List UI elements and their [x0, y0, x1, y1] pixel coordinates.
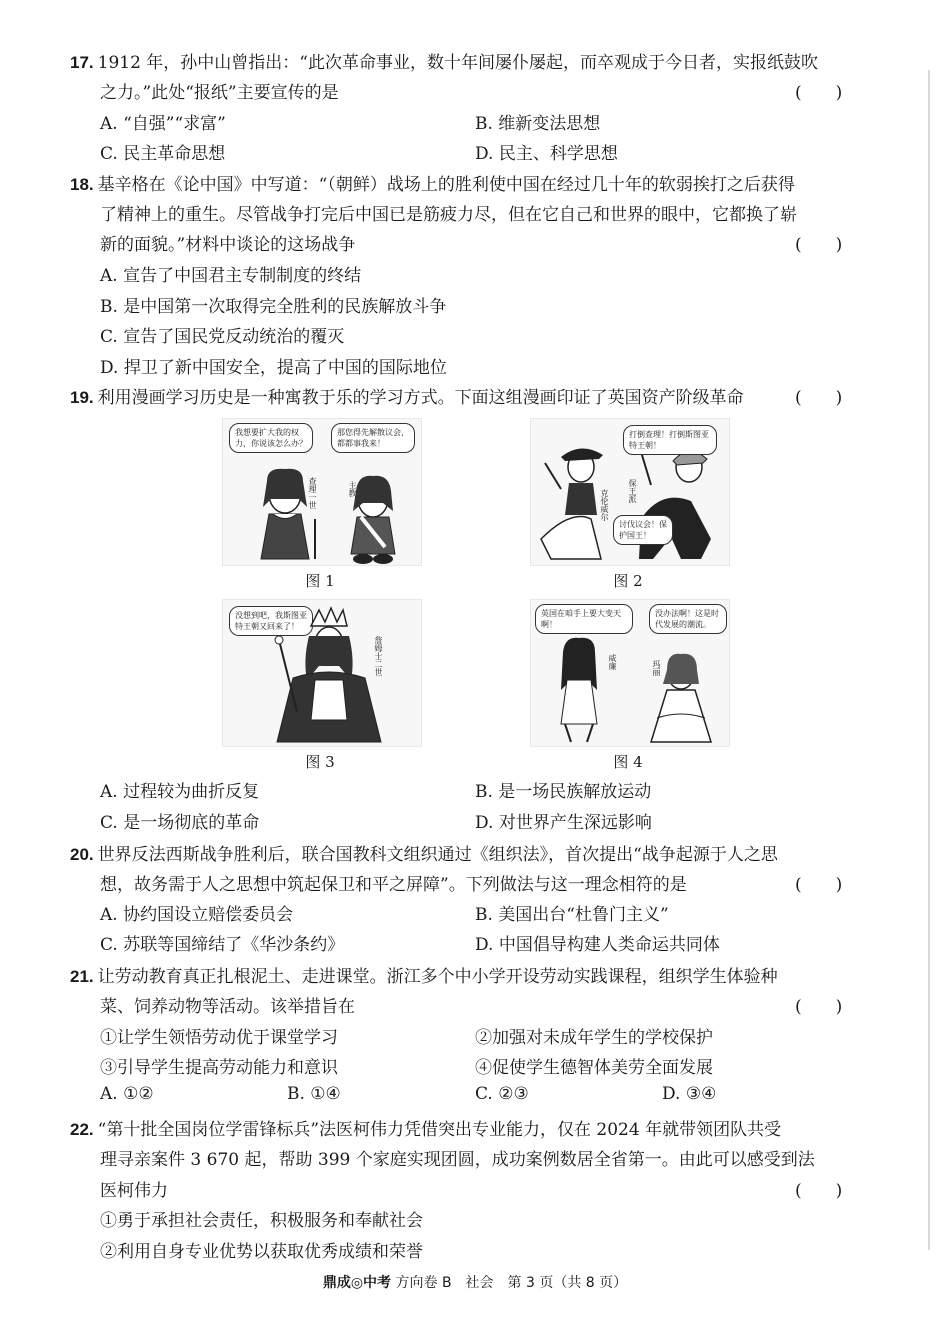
fig3-speech-bubble-1: 没想到吧，我斯图亚特王朝又回来了！	[229, 606, 313, 636]
q17-answer-paren: ( )	[795, 83, 843, 103]
fig4-label-mary: 玛丽	[652, 660, 661, 676]
q17-line-1: 17. 1912 年，孙中山曾指出：“此次革命事业，数十年间屡仆屡起，而卒观成于今日者，实报纸鼓吹	[70, 53, 818, 73]
fig4-speech-bubble-1: 英国在咱手上要大变天啊！	[535, 604, 633, 634]
fig2-speech-bubble-1: 打倒查理！打倒斯图亚特王朝！	[623, 425, 717, 455]
fig2-label-cromwell: 克伦威尔	[600, 489, 609, 521]
q21-option-c: C. ②③	[475, 1084, 529, 1104]
q21-statement-3: ③引导学生提高劳动能力和意识	[100, 1058, 338, 1078]
q21-line-2: 菜、饲养动物等活动。该举措旨在	[100, 997, 355, 1017]
q22-statement-1: ①勇于承担社会责任，积极服务和奉献社会	[100, 1211, 423, 1231]
q18-line-3: 新的面貌。”材料中谈论的这场战争	[100, 235, 356, 255]
comic-figure-1	[222, 418, 422, 566]
q17-option-a: A. “自强”“求富”	[100, 114, 226, 134]
fig3-king-illustration	[223, 600, 421, 746]
fig4-speech-bubble-2: 没办法啊！这是时代发展的潮流。	[649, 604, 727, 634]
q22-line-2: 理寻亲案件 3 670 起，帮助 399 个家庭实现团圆，成功案例数居全省第一。由此可以感受到法	[100, 1150, 815, 1170]
q19-option-a: A. 过程较为曲折反复	[100, 782, 260, 802]
q17-option-d: D. 民主、科学思想	[475, 144, 618, 164]
comic-figure-4	[530, 599, 730, 747]
fig4-caption: 图 4	[613, 753, 643, 771]
q21-option-b: B. ①④	[287, 1084, 341, 1104]
fig1-label-bishop: 主教	[348, 481, 357, 497]
fig2-label-royalists: 保王派	[628, 479, 637, 503]
q20-option-a: A. 协约国设立赔偿委员会	[100, 905, 294, 925]
q21-statement-1: ①让学生领悟劳动优于课堂学习	[100, 1028, 338, 1048]
q17-number: 17.	[70, 53, 94, 72]
q20-option-b: B. 美国出台“杜鲁门主义”	[475, 905, 669, 925]
q22-statement-2: ②利用自身专业优势以获取优秀成绩和荣誉	[100, 1242, 423, 1262]
q21-statement-2: ②加强对未成年学生的学校保护	[475, 1028, 713, 1048]
fig1-speech-bubble-1: 我想要扩大我的权力，你说该怎么办？	[229, 423, 313, 453]
q18-option-d: D. 捍卫了新中国安全，提高了中国的国际地位	[100, 358, 447, 378]
q19-line-1: 19. 利用漫画学习历史是一种寓教于乐的学习方式。下面这组漫画印证了英国资产阶级革命	[70, 388, 744, 408]
q18-line-1: 18. 基辛格在《论中国》中写道：“（朝鲜）战场上的胜利使中国在经过几十年的软弱挨打之后获得	[70, 175, 795, 195]
fig1-caption: 图 1	[305, 572, 335, 590]
q17-line-2: 之力。”此处“报纸”主要宣传的是	[100, 83, 339, 103]
q22-line-3: 医柯伟力	[100, 1181, 168, 1201]
footer-page-info: 方向卷 B 社会 第 3 页（共 8 页）	[395, 1275, 628, 1291]
page-edge-shadow	[928, 70, 930, 1250]
q18-number: 18.	[70, 175, 94, 194]
q21-answer-paren: ( )	[795, 997, 843, 1017]
q20-option-d: D. 中国倡导构建人类命运共同体	[475, 935, 720, 955]
fig3-caption: 图 3	[305, 753, 335, 771]
q18-option-b: B. 是中国第一次取得完全胜利的民族解放斗争	[100, 297, 447, 317]
q17-option-b: B. 维新变法思想	[475, 114, 601, 134]
comic-figure-2	[530, 418, 730, 566]
fig1-characters-illustration	[223, 419, 421, 565]
fig4-william-mary-illustration	[531, 600, 729, 746]
q19-option-d: D. 对世界产生深远影响	[475, 813, 652, 833]
fig1-speech-bubble-2: 那您得先解散议会，都都事我来！	[331, 423, 415, 453]
fig2-caption: 图 2	[613, 572, 643, 590]
q21-option-a: A. ①②	[100, 1084, 154, 1104]
fig4-label-william: 威廉	[608, 654, 617, 670]
fig2-speech-bubble-2: 讨伐议会！保护国王！	[613, 515, 673, 545]
q19-option-b: B. 是一场民族解放运动	[475, 782, 652, 802]
q19-answer-paren: ( )	[795, 388, 843, 408]
q18-answer-paren: ( )	[795, 235, 843, 255]
q22-number: 22.	[70, 1120, 94, 1139]
fig3-label-james-ii: 詹姆士二世	[374, 636, 383, 676]
q18-option-a: A. 宣告了中国君主专制制度的终结	[100, 266, 362, 286]
fig1-label-charles-i: 查理一世	[308, 477, 317, 509]
q21-line-1: 21. 让劳动教育真正扎根泥土、走进课堂。浙江多个中小学开设劳动实践课程，组织学生体验种	[70, 967, 778, 987]
q20-option-c: C. 苏联等国缔结了《华沙条约》	[100, 935, 345, 955]
q21-statement-4: ④促使学生德智体美劳全面发展	[475, 1058, 713, 1078]
footer-brand-logo: 鼎成◎中考	[322, 1275, 392, 1291]
q19-option-c: C. 是一场彻底的革命	[100, 813, 260, 833]
q18-option-c: C. 宣告了国民党反动统治的覆灭	[100, 327, 345, 347]
page-footer	[0, 1272, 950, 1292]
q21-number: 21.	[70, 967, 94, 986]
q22-line-1: 22. “第十批全国岗位学雷锋标兵”法医柯伟力凭借突出专业能力，仅在 2024 年就带领团队共受	[70, 1120, 782, 1140]
q17-option-c: C. 民主革命思想	[100, 144, 226, 164]
q20-answer-paren: ( )	[795, 875, 843, 895]
q19-number: 19.	[70, 388, 94, 407]
q22-answer-paren: ( )	[795, 1181, 843, 1201]
q21-option-d: D. ③④	[662, 1084, 717, 1104]
q18-line-2: 了精神上的重生。尽管战争打完后中国已是筋疲力尽，但在它自己和世界的眼中，它都换了崭	[100, 205, 797, 225]
comic-figure-3	[222, 599, 422, 747]
q20-number: 20.	[70, 845, 94, 864]
q20-line-1: 20. 世界反法西斯战争胜利后，联合国教科文组织通过《组织法》，首次提出“战争起源于人之思	[70, 845, 778, 865]
q20-line-2: 想，故务需于人之思想中筑起保卫和平之屏障”。下列做法与这一理念相符的是	[100, 875, 687, 895]
